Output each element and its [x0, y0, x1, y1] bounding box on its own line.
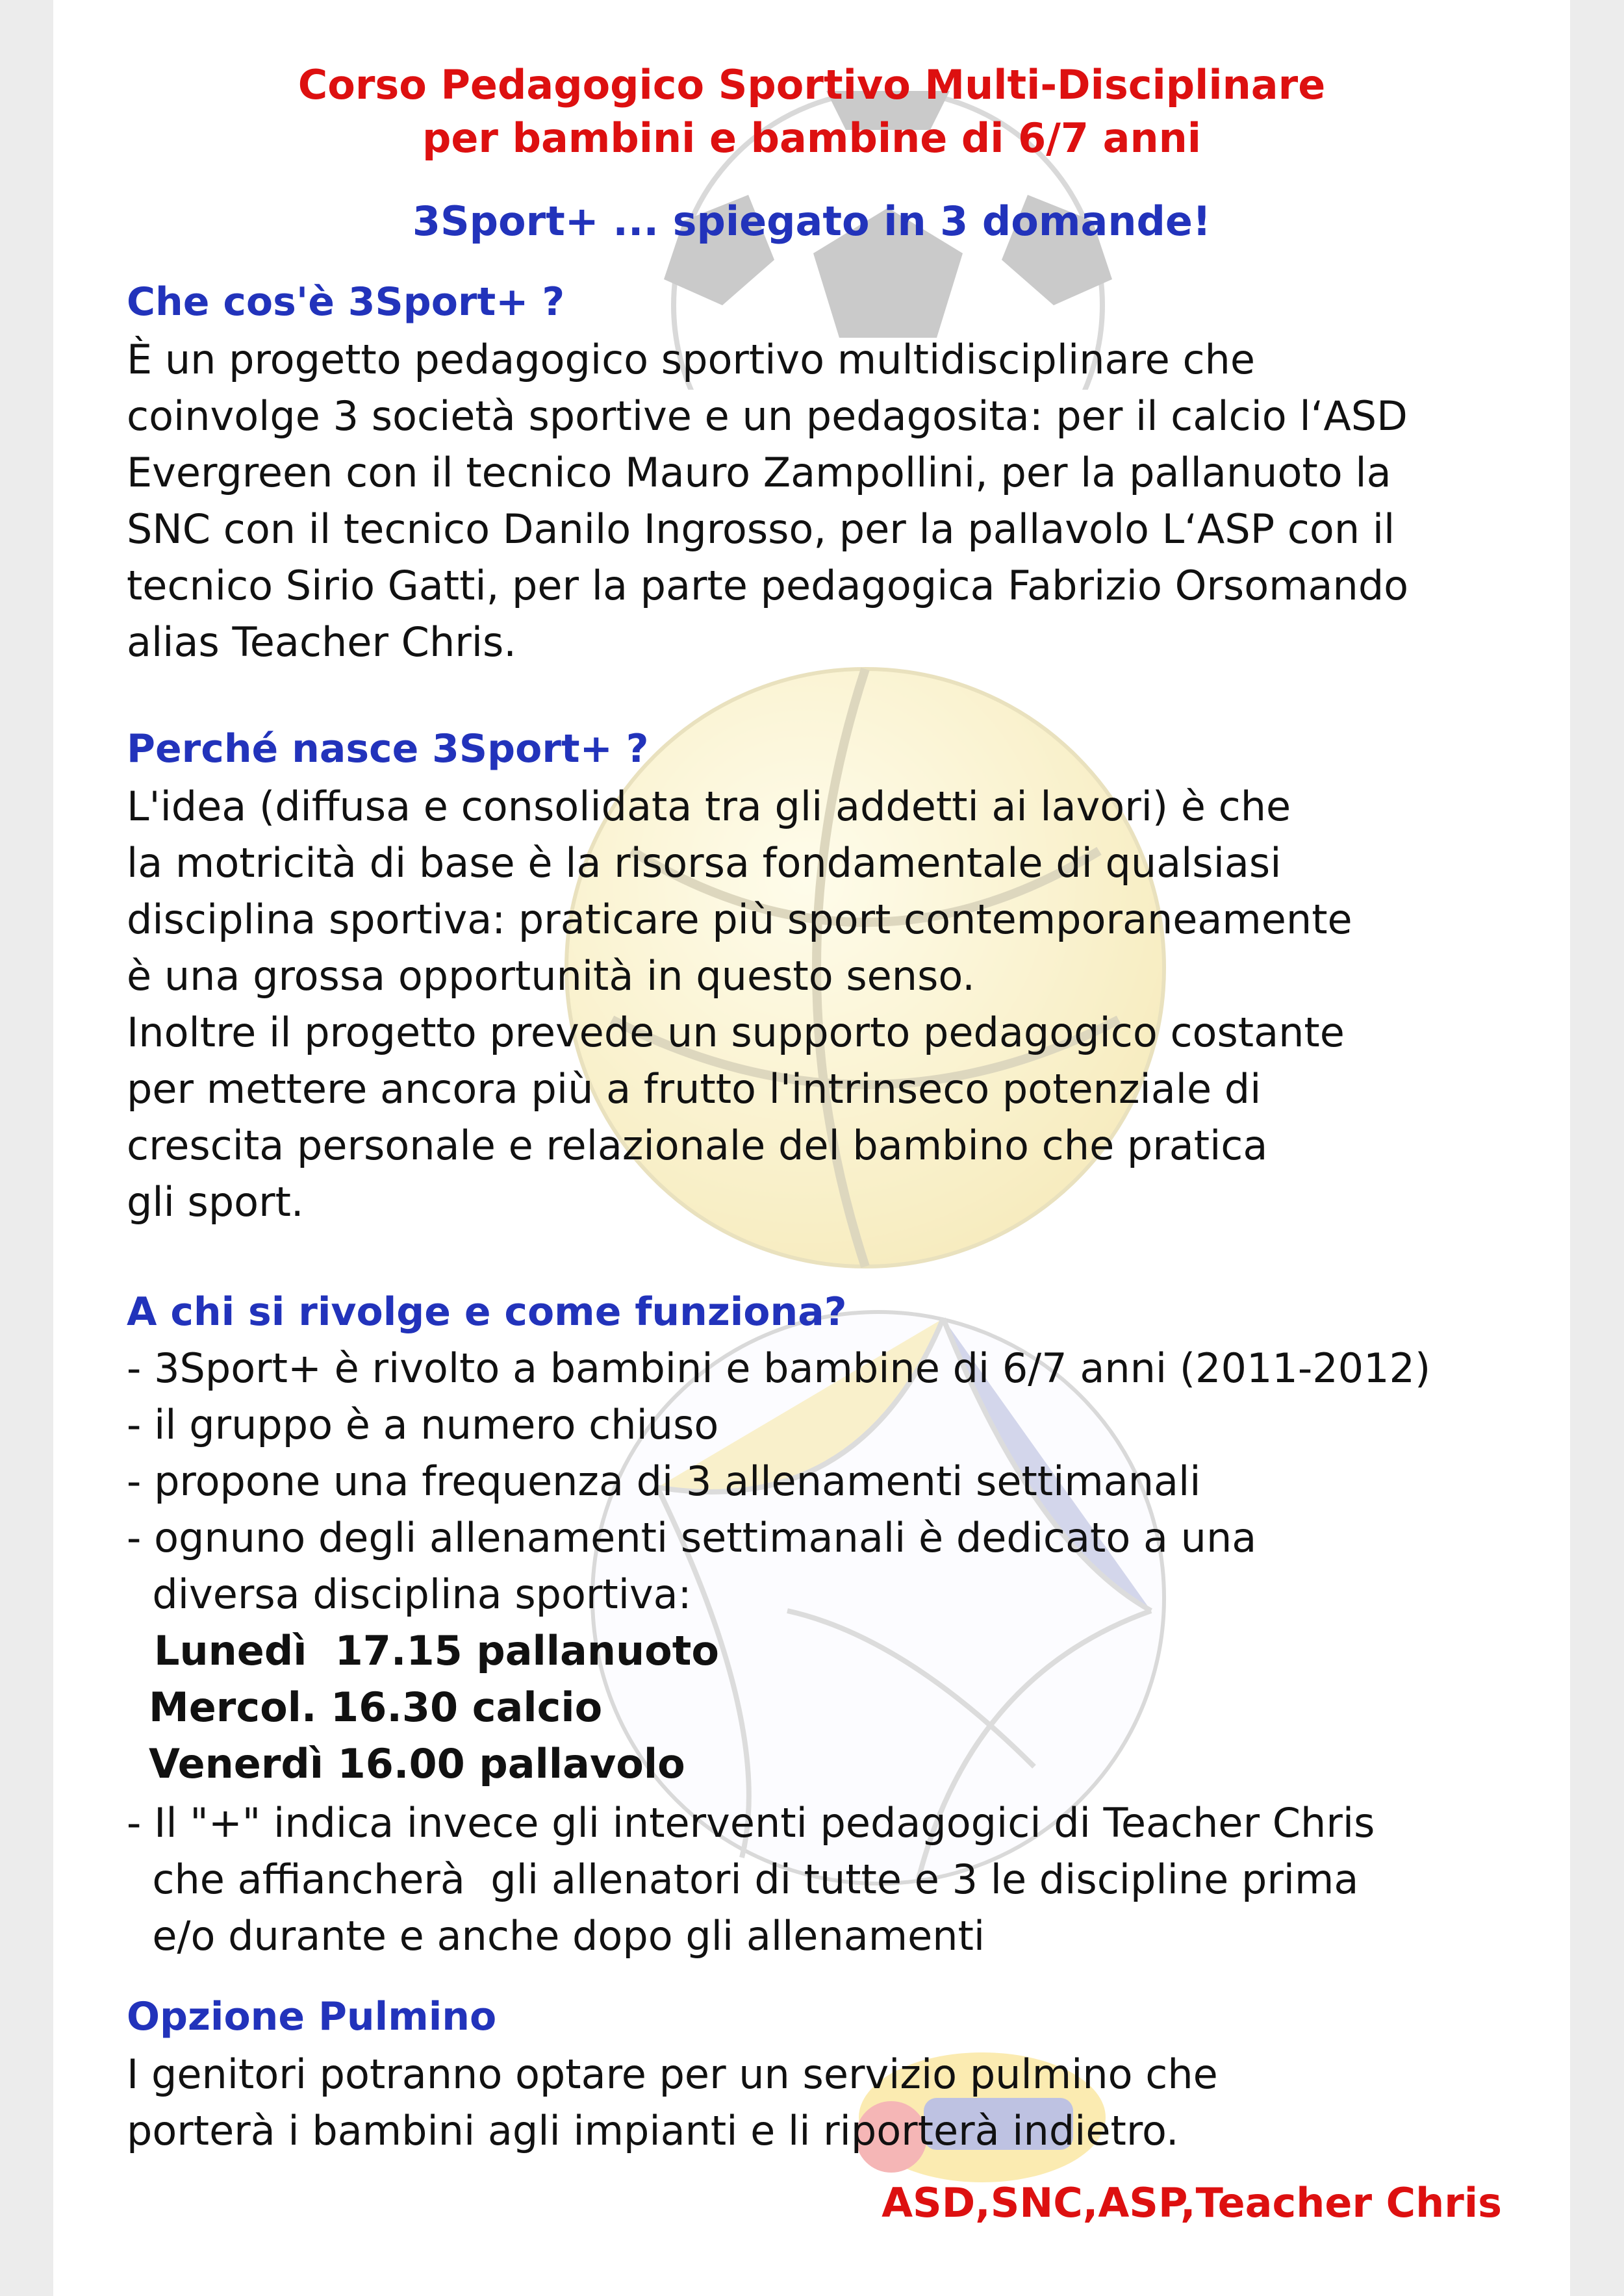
list-item-continuation: che affiancherà gli allenatori di tutte e 3 le discipline prima — [127, 1856, 1359, 1903]
section-heading-who-how: A chi si rivolge e come funziona? — [127, 1289, 847, 1335]
paragraph-line: la motricità di base è la risorsa fondamentale di qualsiasi — [127, 839, 1282, 887]
paragraph-line: porterà i bambini agli impianti e li riporterà indietro. — [127, 2107, 1179, 2154]
subtitle: 3Sport+ ... spiegato in 3 domande! — [412, 197, 1212, 245]
list-item: - Il "+" indica invece gli interventi pedagogici di Teacher Chris — [127, 1799, 1375, 1847]
title-line-2: per bambini e bambine di 6/7 anni — [422, 114, 1201, 162]
paragraph-line: È un progetto pedagogico sportivo multidisciplinare che — [127, 336, 1255, 383]
schedule-wednesday: Mercol. 16.30 calcio — [149, 1684, 603, 1731]
list-item: - ognuno degli allenamenti settimanali è dedicato a una — [127, 1514, 1257, 1561]
paragraph-line: gli sport. — [127, 1178, 304, 1226]
list-item: - il gruppo è a numero chiuso — [127, 1401, 719, 1448]
paragraph-line: Inoltre il progetto prevede un supporto pedagogico costante — [127, 1009, 1345, 1056]
list-item-continuation: diversa disciplina sportiva: — [127, 1571, 692, 1618]
paragraph-line: per mettere ancora più a frutto l'intrinseco potenziale di — [127, 1065, 1262, 1113]
section-heading-why: Perché nasce 3Sport+ ? — [127, 726, 649, 772]
list-item-continuation: e/o durante e anche dopo gli allenamenti — [127, 1912, 985, 1960]
list-item: - 3Sport+ è rivolto a bambini e bambine di 6/7 anni (2011-2012) — [127, 1344, 1431, 1392]
paragraph-line: Evergreen con il tecnico Mauro Zampollini, per la pallanuoto la — [127, 449, 1391, 496]
section-heading-what: Che cos'è 3Sport+ ? — [127, 279, 565, 325]
flyer-page — [53, 0, 1570, 2296]
paragraph-line: L'idea (diffusa e consolidata tra gli addetti ai lavori) è che — [127, 783, 1291, 830]
paragraph-line: SNC con il tecnico Danilo Ingrosso, per la pallavolo L‘ASP con il — [127, 505, 1395, 553]
paragraph-line: alias Teacher Chris. — [127, 618, 516, 666]
paragraph-line: I genitori potranno optare per un servizio pulmino che — [127, 2050, 1218, 2098]
paragraph-line: crescita personale e relazionale del bambino che pratica — [127, 1122, 1268, 1169]
schedule-monday: Lunedì 17.15 pallanuoto — [154, 1627, 719, 1674]
title-line-1: Corso Pedagogico Sportivo Multi-Disciplinare — [298, 61, 1326, 108]
list-item: - propone una frequenza di 3 allenamenti settimanali — [127, 1457, 1201, 1505]
schedule-friday: Venerdì 16.00 pallavolo — [149, 1740, 685, 1787]
paragraph-line: coinvolge 3 società sportive e un pedagosita: per il calcio l‘ASD — [127, 392, 1408, 440]
flyer-content — [53, 0, 1570, 2296]
section-heading-bus-option: Opzione Pulmino — [127, 1994, 497, 2039]
paragraph-line: è una grossa opportunità in questo senso. — [127, 952, 975, 1000]
paragraph-line: disciplina sportiva: praticare più sport contemporaneamente — [127, 896, 1352, 943]
signature: ASD,SNC,ASP,Teacher Chris — [882, 2179, 1502, 2227]
paragraph-line: tecnico Sirio Gatti, per la parte pedagogica Fabrizio Orsomando — [127, 562, 1409, 609]
